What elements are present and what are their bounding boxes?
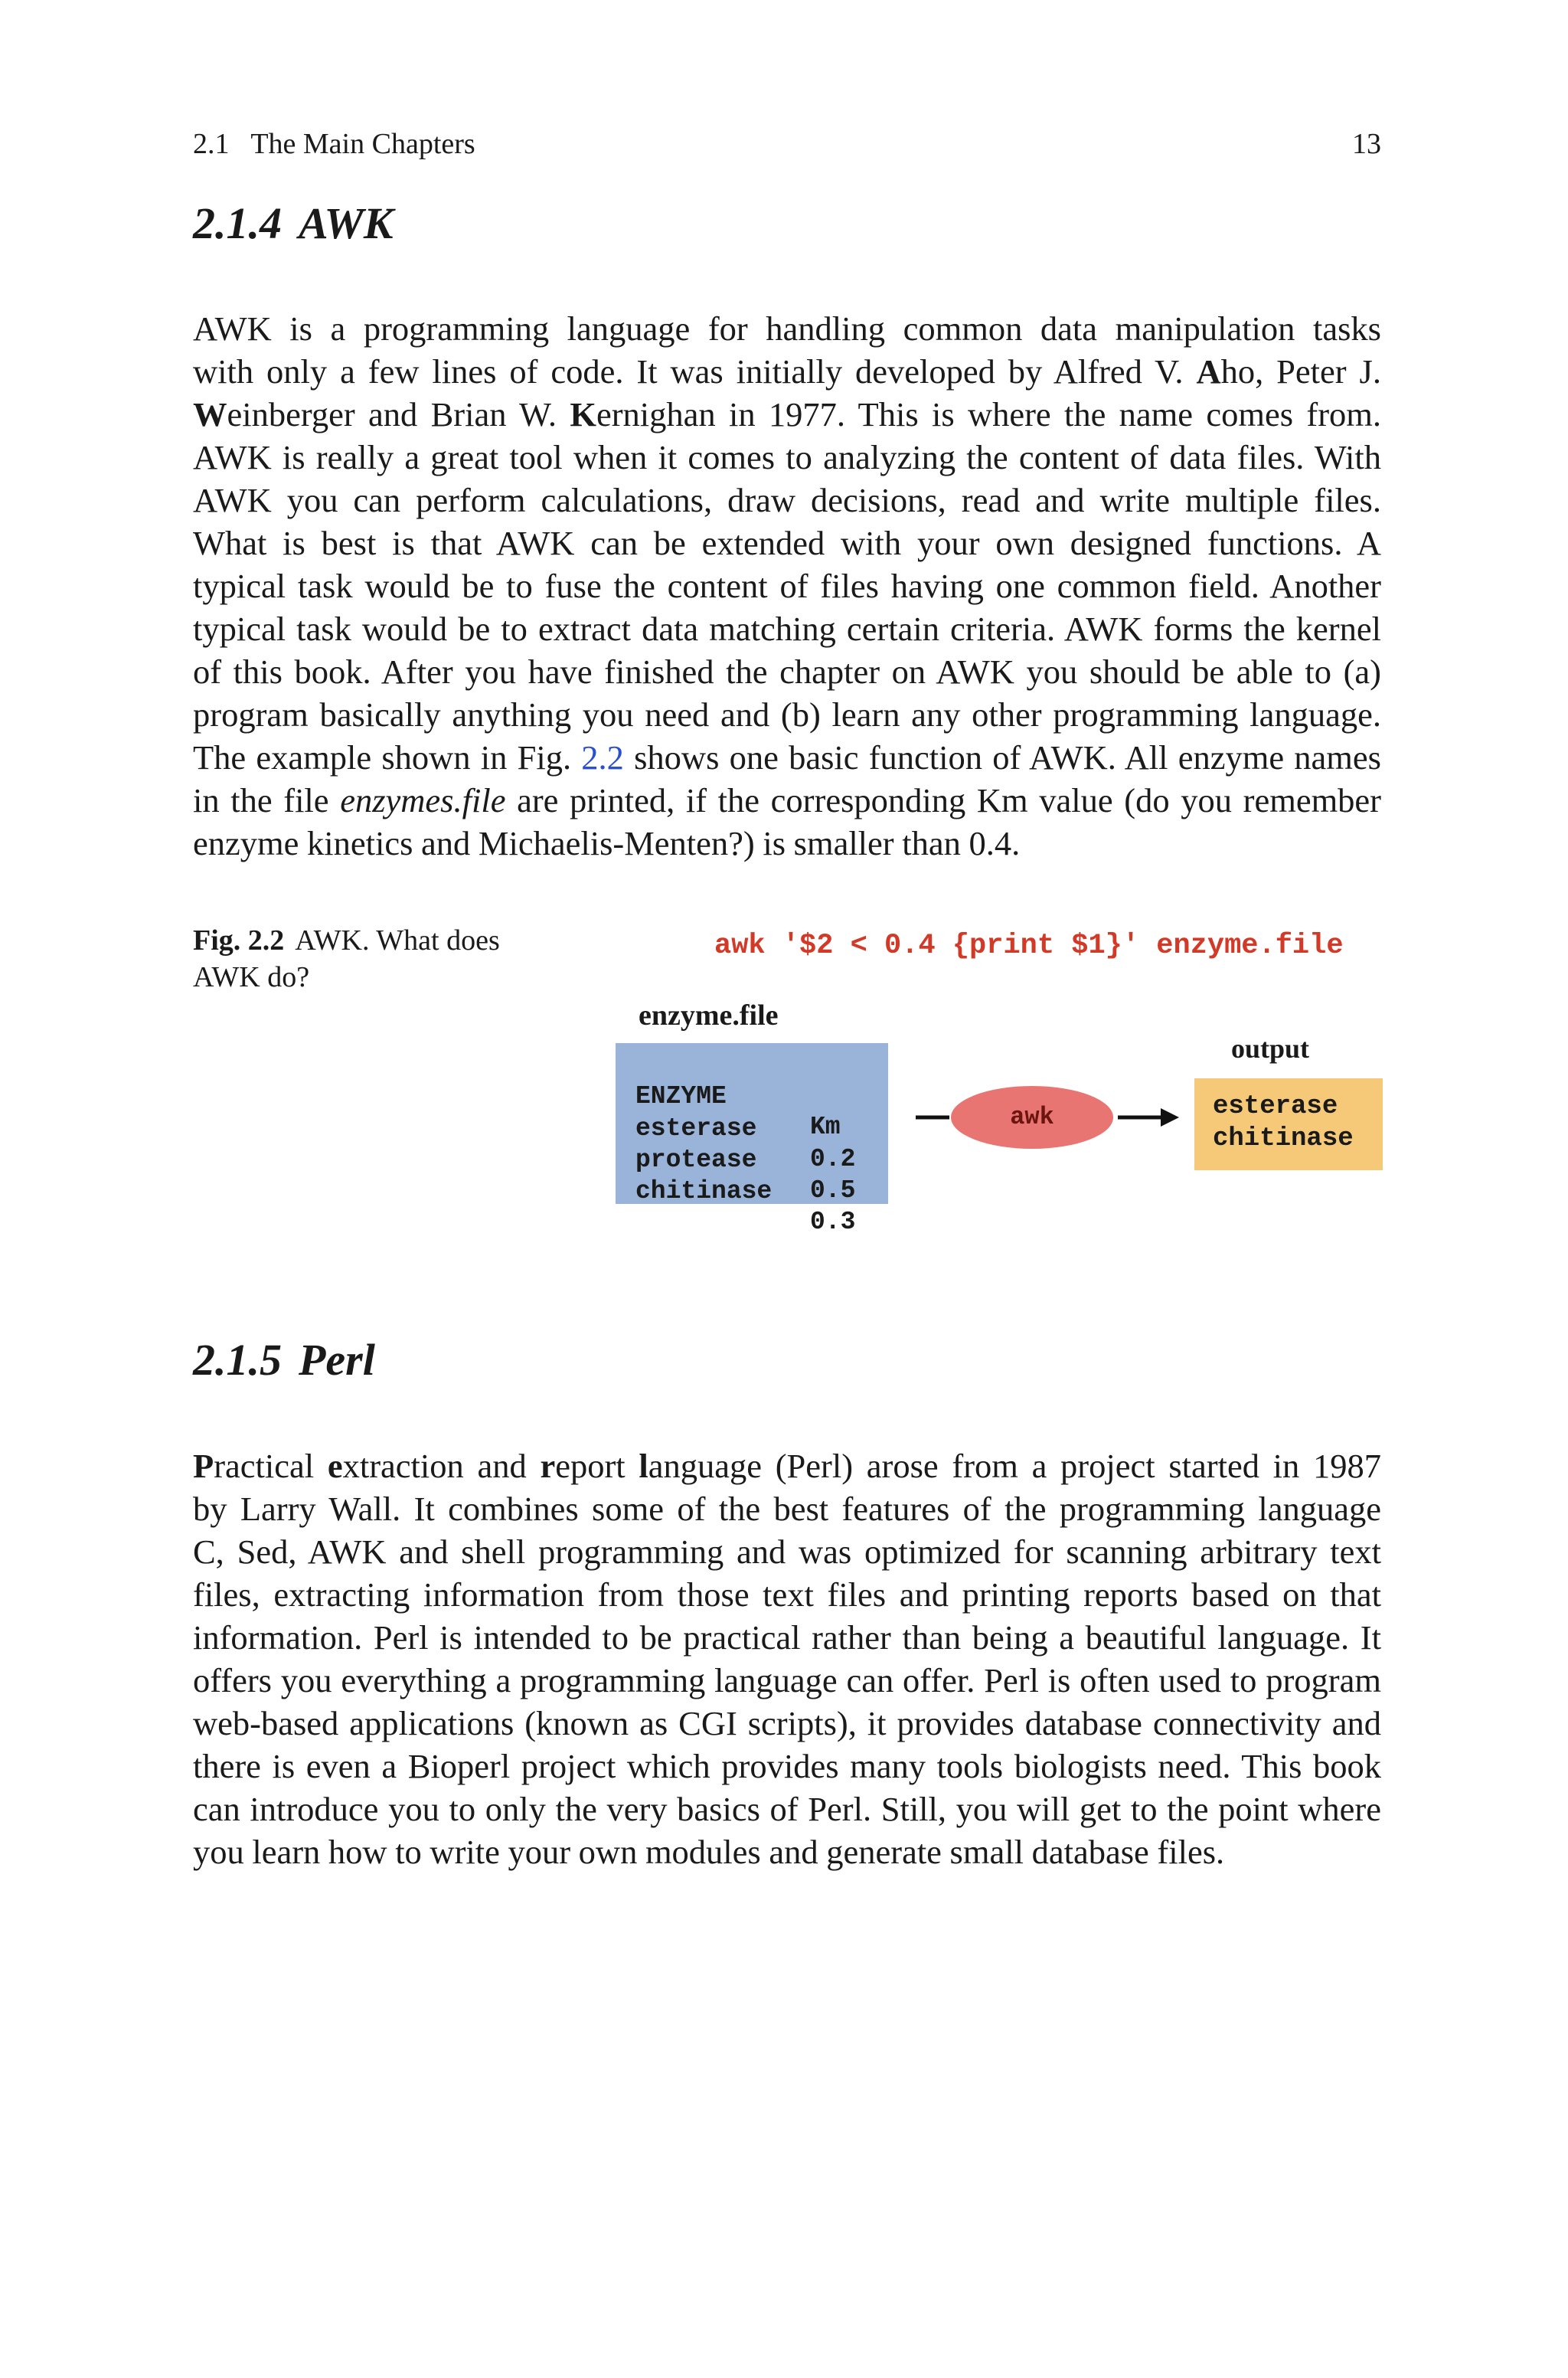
text-line: AWK is really a great tool when it comes to analyzing the content of data files. With (193, 438, 1381, 476)
text-line: program basically anything you need and (b) learn any other programming language. (193, 695, 1381, 734)
text-line: typical task would be to fuse the content of files having one common field. Another (193, 567, 1381, 605)
km-value: 0.3 (810, 1208, 856, 1236)
table-header-enzyme: ENZYME (635, 1082, 727, 1110)
text-line: of this book. After you have finished the chapter on AWK you should be able to (a) (193, 653, 1381, 691)
enzyme-name: esterase (635, 1114, 757, 1143)
bold-initial: l (639, 1447, 648, 1485)
table-header-km: Km (810, 1113, 841, 1141)
perl-paragraph (193, 1444, 1381, 1873)
text-line: Weinberger and Brian W. Kernighan in 1977. This is where the name comes from. (193, 395, 1381, 433)
bold-initial: W (193, 395, 227, 433)
text-line: with only a few lines of code. It was initially developed by Alfred V. Aho, Peter J. (193, 352, 1381, 391)
text-line: can introduce you to only the very basics of Perl. Still, you will get to the point where (193, 1790, 1381, 1828)
input-file-label: enzyme.file (639, 999, 779, 1032)
awk-process-ellipse: awk (951, 1086, 1113, 1149)
bold-initial: A (1196, 352, 1221, 391)
text-line: in the file enzymes.file are printed, if the corresponding Km value (do you remember (193, 781, 1382, 819)
awk-paragraph (193, 307, 1381, 865)
page-number: 13 (1352, 128, 1381, 160)
bold-initial: P (193, 1447, 214, 1485)
text-line: What is best is that AWK can be extended with your own designed functions. A (193, 524, 1381, 562)
figure-caption (193, 922, 553, 996)
text-line: by Larry Wall. It combines some of the best features of the programming language (193, 1490, 1381, 1528)
output-label: output (1231, 1033, 1310, 1064)
bold-initial: K (570, 395, 596, 433)
awk-figure (612, 919, 1393, 1236)
output-line: esterase (1213, 1092, 1338, 1121)
enzyme-name: chitinase (635, 1177, 773, 1205)
enzyme-name: protease (635, 1146, 757, 1174)
section-heading-perl (193, 1333, 375, 1388)
running-head-section: 2.1 The Main Chapters (193, 128, 475, 160)
text-line: files, extracting information from those text files and printing reports based on that (193, 1575, 1381, 1614)
running-head (193, 123, 1381, 165)
text-line: AWK you can perform calculations, draw decisions, read and write multiple files. (193, 481, 1381, 519)
text-line: C, Sed, AWK and shell programming and was optimized for scanning arbitrary text (193, 1532, 1381, 1571)
km-value: 0.2 (810, 1145, 856, 1173)
figure-caption-text: AWK. What does AWK do? (193, 924, 500, 993)
text-line: Practical extraction and report language (Perl) arose from a project started in 1987 (193, 1447, 1381, 1485)
output-arrowhead (1161, 1108, 1179, 1127)
output-line: chitinase (1213, 1124, 1354, 1153)
text-line: typical task would be to extract data matching certain criteria. AWK forms the kernel (193, 610, 1381, 648)
awk-command: awk '$2 < 0.4 {print $1}' enzyme.file (714, 930, 1344, 962)
text-line: AWK is a programming language for handling common data manipulation tasks (193, 309, 1381, 348)
text-line: offers you everything a programming language can offer. Perl is often used to program (193, 1661, 1381, 1699)
figure-reference-link[interactable]: 2.2 (581, 738, 624, 777)
section-title: AWK (299, 198, 394, 248)
text-line: there is even a Bioperl project which provides many tools biologists need. This book (193, 1747, 1381, 1785)
bold-initial: r (540, 1447, 556, 1485)
section-heading-awk (193, 196, 394, 251)
km-value: 0.5 (810, 1176, 856, 1205)
text-line: information. Perl is intended to be practical rather than being a beautiful language. It (193, 1618, 1381, 1657)
text-line: you learn how to write your own modules and generate small database files. (193, 1833, 1225, 1871)
bold-initial: e (327, 1447, 343, 1485)
text-line: The example shown in Fig. 2.2 shows one basic function of AWK. All enzyme names (193, 738, 1381, 777)
italic-filename: enzymes.file (340, 781, 506, 819)
text-line: web-based applications (known as CGI scripts), it provides database connectivity and (193, 1704, 1381, 1742)
figure-caption-label: Fig. 2.2 (193, 924, 285, 957)
section-number: 2.1.5 (193, 1335, 282, 1385)
section-title: Perl (299, 1335, 375, 1385)
text-line: enzyme kinetics and Michaelis-Menten?) is smaller than 0.4. (193, 824, 1021, 862)
flow-arrows (612, 919, 1393, 1225)
output-box (1194, 1078, 1383, 1170)
section-number: 2.1.4 (193, 198, 282, 248)
